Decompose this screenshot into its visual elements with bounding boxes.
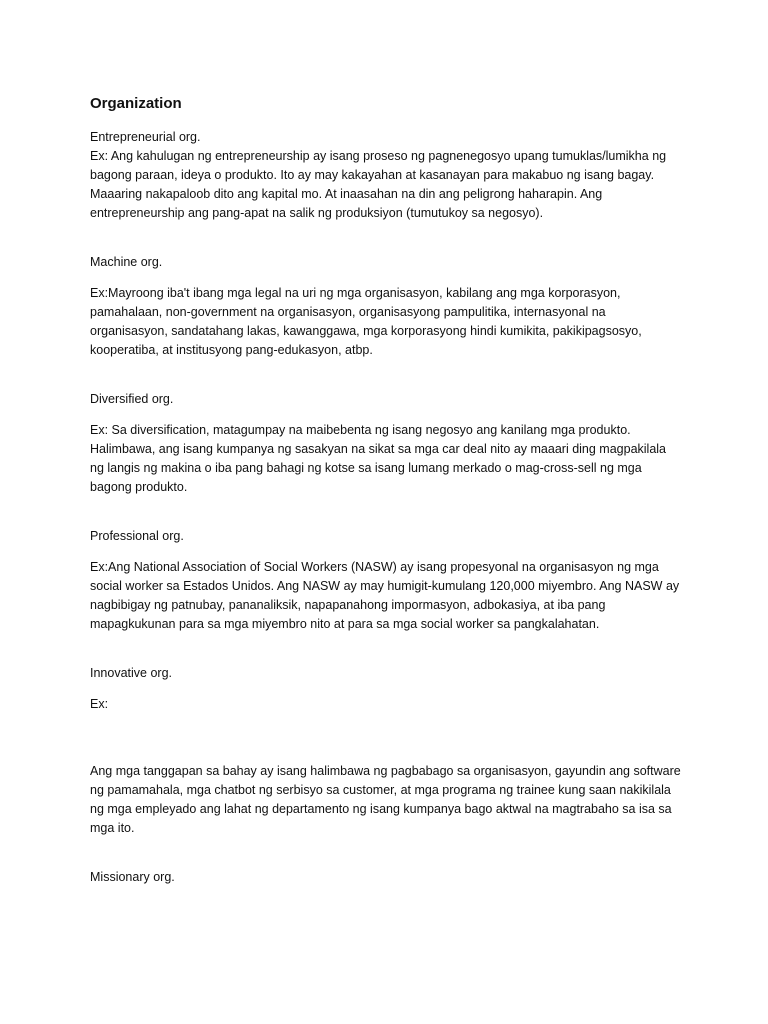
section-heading-missionary: Missionary org. — [90, 870, 175, 884]
section-body-innovative: Ang mga tanggapan sa bahay ay isang halimbawa ng pagbabago sa organisasyon, gayundin ang software ng pamamahala, mga chatbot ng serbisyo sa customer, at mga programa ng trainee kung saan nakikilala ng mga empleyado ang lahat ng departamento ng isang kumpanya bago aktwal na magtrabaho sa isa sa mga ito. — [90, 764, 681, 835]
section-heading-professional: Professional org. — [90, 529, 184, 543]
document-title: Organization — [90, 95, 182, 112]
section-heading-machine: Machine org. — [90, 255, 163, 269]
section-body-professional: Ex:Ang National Association of Social Workers (NASW) ay isang propesyonal na organisasyon ng mga social worker sa Estados Unidos. Ang NASW ay may humigit-kumulang 120,000 miyembro. Ang NASW ay nagbibigay ng patnubay, pananaliksik, napapanahong impormasyon, adbokasiya, at iba pang mapagkukunan para sa mga miyembro nito at para sa mga social worker sa pangkalahatan. — [90, 560, 680, 631]
section-heading-diversified: Diversified org. — [90, 392, 174, 406]
section-body-machine: Ex:Mayroong iba't ibang mga legal na uri ng mga organisasyon, kabilang ang mga korporasyon, pamahalaan, non-government na organisasyon, organisasyong pampulitika, internasyonal na organisasyon, sandatahang lakas, kawanggawa, mga korporasyong hindi kumikita, pakikipagsosyo, kooperatiba, at institusyong pang-edukasyon, atbp. — [90, 286, 642, 357]
section-body-diversified: Ex: Sa diversification, matagumpay na maibebenta ng isang negosyo ang kanilang mga produkto. Halimbawa, ang isang kumpanya ng sasakyan na sikat sa mga car deal nito ay maaari ding magpakilala ng langis ng makina o iba pang bahagi ng kotse sa isang lumang merkado o mag-cross-sell ng mga bagong produkto. — [90, 423, 667, 494]
section-heading-entrepreneurial: Entrepreneurial org. — [90, 130, 201, 144]
section-body-entrepreneurial: Ex: Ang kahulugan ng entrepreneurship ay isang proseso ng pagnenegosyo upang tumuklas/lumikha ng bagong paraan, ideya o produkto. Ito ay may kakayahan at kasanayan para makabuo ng isang bagay. Maaaring nakapaloob dito ang kapital mo. At inaasahan na din ang peligrong haharapin. Ang entrepreneurship ang pang-apat na salik ng produksiyon (tumutukoy sa negosyo). — [90, 149, 667, 220]
section-heading-innovative: Innovative org. — [90, 666, 172, 680]
document-content — [90, 94, 690, 887]
section-ex-label-innovative: Ex: — [90, 697, 109, 711]
